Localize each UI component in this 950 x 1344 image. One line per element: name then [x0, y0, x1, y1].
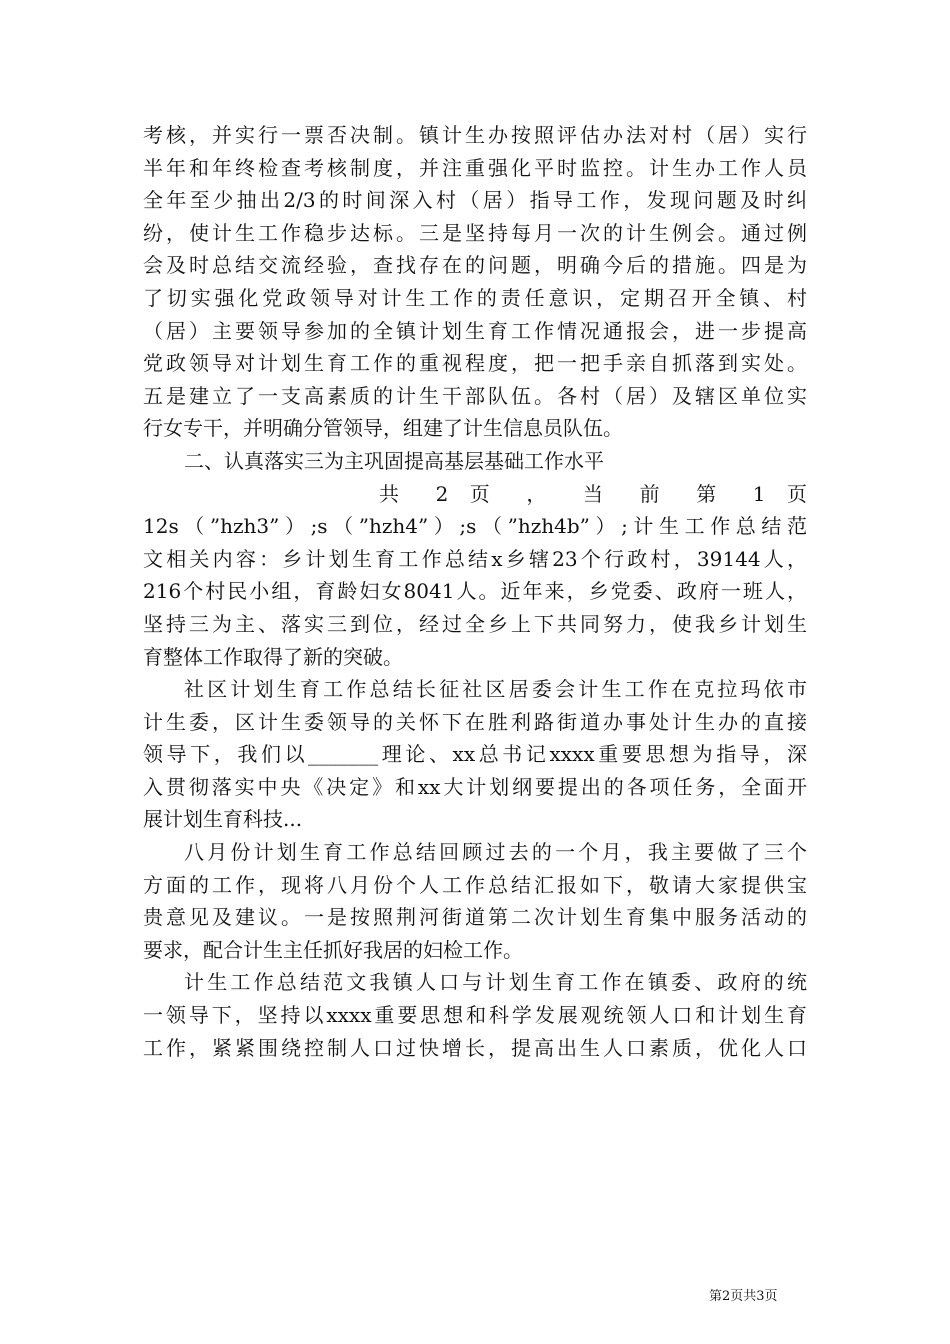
document-body — [143, 119, 807, 1064]
text-line: 纷，使计生工作稳步达标。三是坚持每月一次的计生例会。通过例 — [143, 220, 807, 245]
text-line: 计生委，区计生委领导的关怀下在胜利路街道办事处计生办的直接 — [143, 709, 807, 734]
text-line: 方面的工作，现将八月份个人工作总结汇报如下，敬请大家提供宝 — [143, 872, 807, 897]
text-line: 党政领导对计划生育工作的重视程度，把一把手亲自抓落到实处。 — [143, 351, 807, 376]
text-line: 社区计划生育工作总结长征社区居委会计生工作在克拉玛依市 — [184, 677, 807, 702]
text-line: 了切实强化党政领导对计生工作的责任意识，定期召开全镇、村 — [143, 285, 807, 310]
text-line: 八月份计划生育工作总结回顾过去的一个月，我主要做了三个 — [184, 840, 807, 865]
text-line: 入贯彻落实中央《决定》和xx大计划纲要提出的各项任务，全面开 — [143, 774, 807, 799]
text-line: 五是建立了一支高素质的计生干部队伍。各村（居）及辖区单位实 — [143, 383, 807, 408]
text-line: 考核，并实行一票否决制。镇计生办按照评估办法对村（居）实行 — [143, 123, 807, 147]
text-line: 工作，紧紧围绕控制人口过快增长，提高出生人口素质，优化人口 — [143, 1035, 807, 1060]
text-line: 半年和年终检查考核制度，并注重强化平时监控。计生办工作人员 — [143, 155, 807, 180]
text-line: 计生工作总结范文我镇人口与计划生育工作在镇委、政府的统 — [184, 970, 807, 995]
text-line: 展计划生育科技... — [143, 807, 303, 832]
text-line: 坚持三为主、落实三到位，经过全乡上下共同努力，使我乡计划生 — [143, 611, 807, 636]
text-line: 领导下，我们以_______理论、xx总书记xxxx重要思想为指导，深 — [143, 742, 807, 767]
text-line: 全年至少抽出2/3的时间深入村（居）指导工作，发现问题及时纠 — [143, 188, 807, 213]
page-footer: 第2页共3页 — [709, 1289, 778, 1304]
text-line: 216个村民小组，育龄妇女8041人。近年来，乡党委、政府一班人， — [143, 579, 807, 604]
text-line: 贵意见及建议。一是按照荆河街道第二次计划生育集中服务活动的 — [143, 905, 807, 930]
text-line: 要求，配合计生主任抓好我居的妇检工作。 — [143, 937, 523, 962]
text-line: 文相关内容：乡计划生育工作总结x乡辖23个行政村，39144人， — [143, 546, 807, 571]
text-line: 会及时总结交流经验，查找存在的问题，明确今后的措施。四是为 — [143, 253, 807, 278]
text-line: 育整体工作取得了新的突破。 — [143, 644, 403, 669]
text-line: 一领导下，坚持以xxxx重要思想和科学发展观统领人口和计划生育 — [143, 1003, 807, 1028]
text-line: 12s（”hzh3”）;s（”hzh4”）;s（”hzh4b”）;计生工作总结范 — [143, 514, 807, 539]
text-line: 行女专干，并明确分管领导，组建了计生信息员队伍。 — [143, 416, 623, 441]
section-heading: 二、认真落实三为主巩固提高基层基础工作水平 — [184, 448, 604, 473]
text-line: （居）主要领导参加的全镇计划生育工作情况通报会，进一步提高 — [143, 318, 807, 343]
page-indicator: 共 2 页 ， 当 前 第 1 页 — [379, 481, 807, 506]
